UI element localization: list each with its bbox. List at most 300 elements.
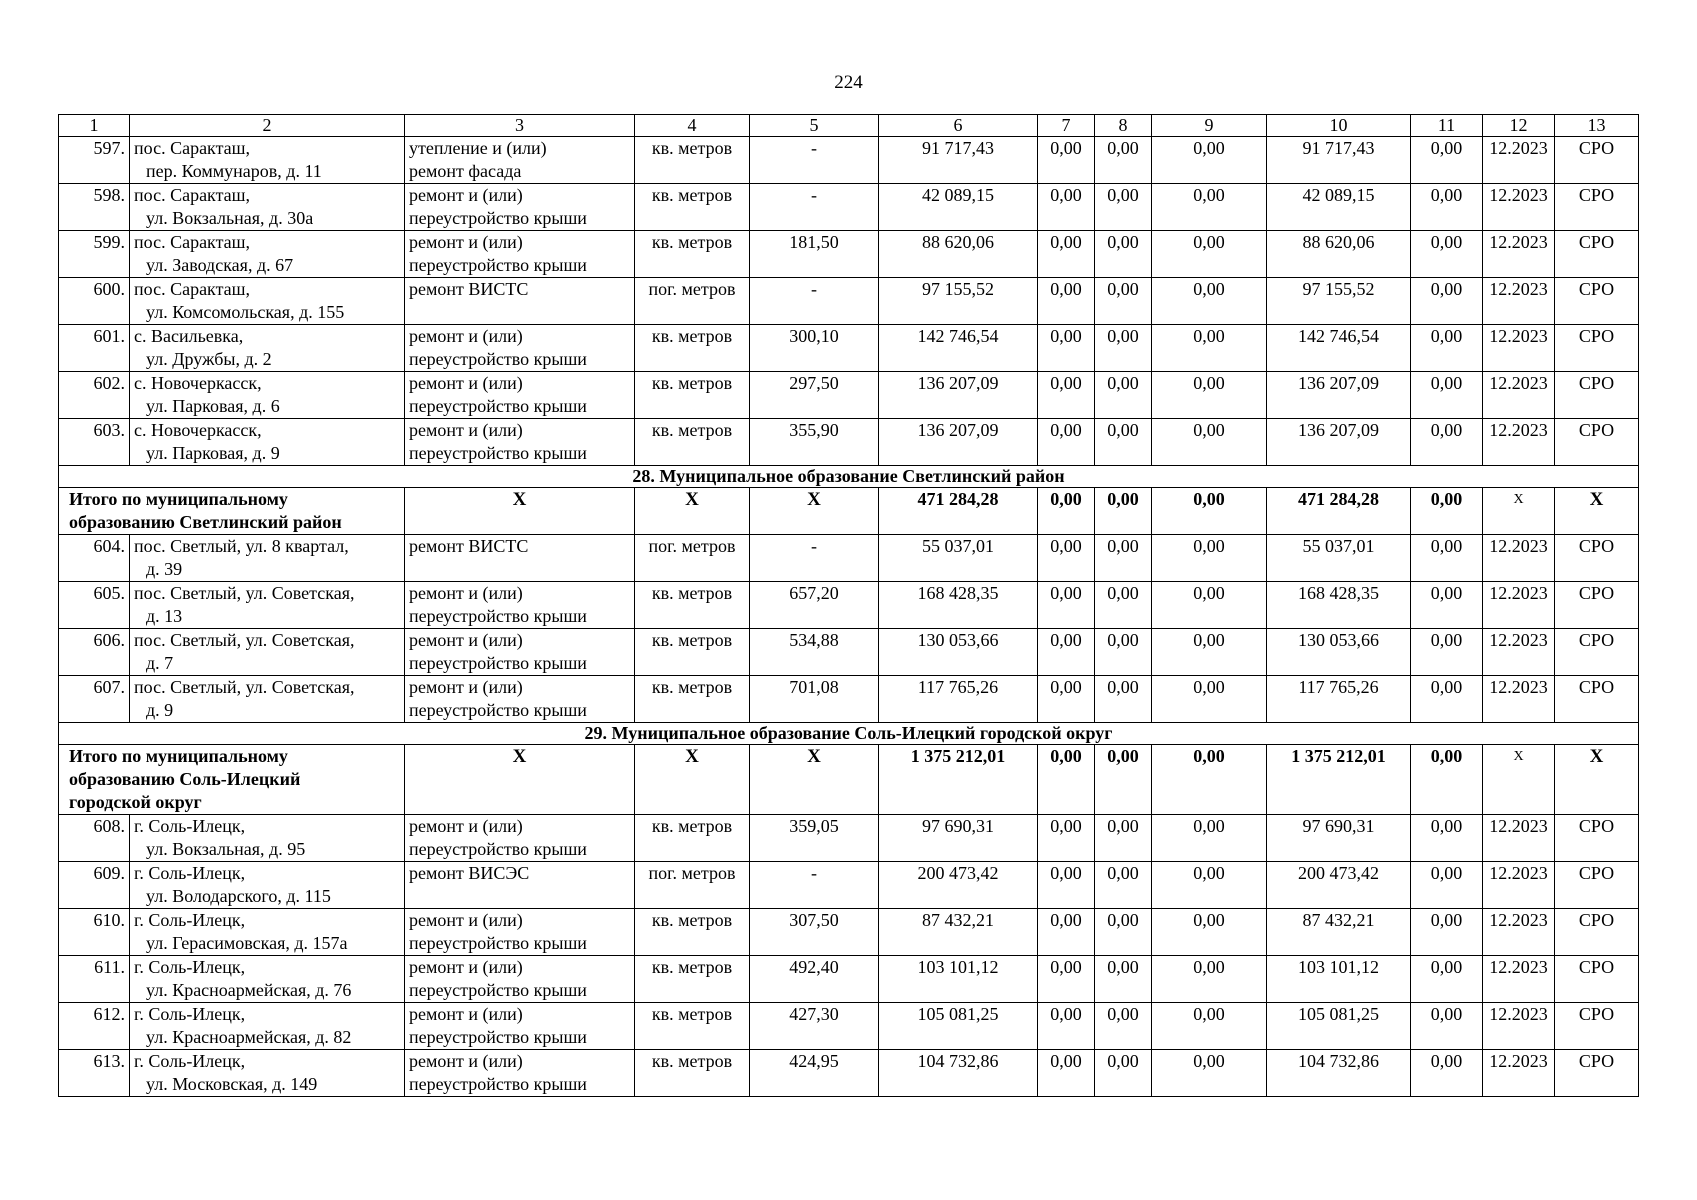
work-type-line-1: утепление и (или) bbox=[409, 138, 547, 158]
row-number: 610. bbox=[59, 909, 130, 956]
table-row bbox=[59, 862, 1639, 909]
category-cell: СРО bbox=[1555, 278, 1639, 325]
table-row bbox=[59, 535, 1639, 582]
address-cell bbox=[130, 956, 405, 1003]
category-cell: СРО bbox=[1555, 419, 1639, 466]
table-row bbox=[59, 629, 1639, 676]
page-number: 224 bbox=[834, 72, 863, 93]
column-number-cell: 1 bbox=[59, 115, 130, 137]
work-type-line-2: ремонт фасада bbox=[409, 161, 522, 181]
column-number-cell: 9 bbox=[1152, 115, 1267, 137]
table-row bbox=[59, 909, 1639, 956]
total-label bbox=[59, 745, 405, 815]
category-cell: СРО bbox=[1555, 231, 1639, 278]
value-cell-c7: 0,00 bbox=[1038, 815, 1095, 862]
category-cell: СРО bbox=[1555, 535, 1639, 582]
value-cell-c9: 0,00 bbox=[1152, 1050, 1267, 1097]
value-cell-c7: 0,00 bbox=[1038, 1003, 1095, 1050]
work-type-cell bbox=[405, 909, 635, 956]
value-cell-c5: 300,10 bbox=[750, 325, 879, 372]
address-cell bbox=[130, 1003, 405, 1050]
value-cell-c7: 0,00 bbox=[1038, 582, 1095, 629]
value-cell-c7: 0,00 bbox=[1038, 419, 1095, 466]
section-heading: 29. Муниципальное образование Соль-Илецкий городской округ bbox=[59, 723, 1639, 745]
table-row bbox=[59, 419, 1639, 466]
works-table bbox=[58, 114, 1639, 1097]
value-cell-c7: 0,00 bbox=[1038, 372, 1095, 419]
work-type-line-1: ремонт и (или) bbox=[409, 583, 523, 603]
work-type-cell bbox=[405, 815, 635, 862]
table-row bbox=[59, 1050, 1639, 1097]
unit-cell: кв. метров bbox=[635, 231, 750, 278]
table-row bbox=[59, 582, 1639, 629]
table-row bbox=[59, 184, 1639, 231]
total-value-c8: 0,00 bbox=[1095, 745, 1152, 815]
value-cell-c7: 0,00 bbox=[1038, 1050, 1095, 1097]
value-cell-c12: 12.2023 bbox=[1483, 535, 1555, 582]
value-cell-c9: 0,00 bbox=[1152, 909, 1267, 956]
unit-cell: кв. метров bbox=[635, 815, 750, 862]
total-label-line: городской округ bbox=[69, 792, 202, 812]
value-cell-c7: 0,00 bbox=[1038, 231, 1095, 278]
value-cell-c10: 130 053,66 bbox=[1267, 629, 1411, 676]
address-line-1: пос. Светлый, ул. Советская, bbox=[134, 583, 355, 603]
address-line-1: с. Новочеркасск, bbox=[134, 420, 262, 440]
value-cell-c5: - bbox=[750, 278, 879, 325]
work-type-cell bbox=[405, 419, 635, 466]
value-cell-c9: 0,00 bbox=[1152, 231, 1267, 278]
value-cell-c12: 12.2023 bbox=[1483, 956, 1555, 1003]
table-row bbox=[59, 956, 1639, 1003]
value-cell-c9: 0,00 bbox=[1152, 629, 1267, 676]
address-line-2: ул. Комсомольская, д. 155 bbox=[146, 302, 345, 322]
section-heading-row bbox=[59, 466, 1639, 488]
row-number: 603. bbox=[59, 419, 130, 466]
work-type-line-1: ремонт ВИСЭС bbox=[409, 863, 530, 883]
table-row bbox=[59, 372, 1639, 419]
value-cell-c10: 136 207,09 bbox=[1267, 419, 1411, 466]
value-cell-c7: 0,00 bbox=[1038, 278, 1095, 325]
total-value-c9: 0,00 bbox=[1152, 745, 1267, 815]
total-value-c9: 0,00 bbox=[1152, 488, 1267, 535]
total-x-c12: X bbox=[1483, 488, 1555, 535]
value-cell-c6: 136 207,09 bbox=[879, 419, 1038, 466]
work-type-cell bbox=[405, 1003, 635, 1050]
column-number-cell: 4 bbox=[635, 115, 750, 137]
value-cell-c5: 427,30 bbox=[750, 1003, 879, 1050]
work-type-line-1: ремонт и (или) bbox=[409, 816, 523, 836]
value-cell-c11: 0,00 bbox=[1411, 372, 1483, 419]
unit-cell: кв. метров bbox=[635, 184, 750, 231]
unit-cell: кв. метров bbox=[635, 676, 750, 723]
row-number: 602. bbox=[59, 372, 130, 419]
category-cell: СРО bbox=[1555, 909, 1639, 956]
value-cell-c10: 88 620,06 bbox=[1267, 231, 1411, 278]
work-type-line-2: переустройство крыши bbox=[409, 1027, 587, 1047]
work-type-line-2: переустройство крыши bbox=[409, 396, 587, 416]
value-cell-c11: 0,00 bbox=[1411, 909, 1483, 956]
unit-cell: кв. метров bbox=[635, 1050, 750, 1097]
row-number: 605. bbox=[59, 582, 130, 629]
value-cell-c12: 12.2023 bbox=[1483, 278, 1555, 325]
value-cell-c10: 105 081,25 bbox=[1267, 1003, 1411, 1050]
total-value-c10: 1 375 212,01 bbox=[1267, 745, 1411, 815]
address-line-2: ул. Вокзальная, д. 30а bbox=[146, 208, 314, 228]
value-cell-c12: 12.2023 bbox=[1483, 629, 1555, 676]
work-type-cell bbox=[405, 1050, 635, 1097]
value-cell-c9: 0,00 bbox=[1152, 582, 1267, 629]
row-number: 597. bbox=[59, 137, 130, 184]
value-cell-c7: 0,00 bbox=[1038, 909, 1095, 956]
category-cell: СРО bbox=[1555, 582, 1639, 629]
work-type-line-2: переустройство крыши bbox=[409, 443, 587, 463]
column-number-cell: 10 bbox=[1267, 115, 1411, 137]
value-cell-c5: 307,50 bbox=[750, 909, 879, 956]
value-cell-c6: 104 732,86 bbox=[879, 1050, 1038, 1097]
work-type-line-1: ремонт и (или) bbox=[409, 677, 523, 697]
row-number: 598. bbox=[59, 184, 130, 231]
table-row bbox=[59, 1003, 1639, 1050]
value-cell-c12: 12.2023 bbox=[1483, 137, 1555, 184]
work-type-cell bbox=[405, 278, 635, 325]
total-label-line: образованию Соль-Илецкий bbox=[69, 769, 301, 789]
value-cell-c9: 0,00 bbox=[1152, 278, 1267, 325]
value-cell-c8: 0,00 bbox=[1095, 1003, 1152, 1050]
value-cell-c6: 168 428,35 bbox=[879, 582, 1038, 629]
value-cell-c6: 136 207,09 bbox=[879, 372, 1038, 419]
address-cell bbox=[130, 676, 405, 723]
value-cell-c5: 492,40 bbox=[750, 956, 879, 1003]
value-cell-c12: 12.2023 bbox=[1483, 909, 1555, 956]
value-cell-c6: 103 101,12 bbox=[879, 956, 1038, 1003]
value-cell-c10: 200 473,42 bbox=[1267, 862, 1411, 909]
category-cell: СРО bbox=[1555, 676, 1639, 723]
work-type-line-1: ремонт и (или) bbox=[409, 232, 523, 252]
value-cell-c9: 0,00 bbox=[1152, 137, 1267, 184]
unit-cell: кв. метров bbox=[635, 325, 750, 372]
work-type-cell bbox=[405, 535, 635, 582]
column-number-cell: 2 bbox=[130, 115, 405, 137]
section-heading-row bbox=[59, 723, 1639, 745]
value-cell-c12: 12.2023 bbox=[1483, 862, 1555, 909]
column-number-row bbox=[59, 115, 1639, 137]
value-cell-c10: 103 101,12 bbox=[1267, 956, 1411, 1003]
value-cell-c8: 0,00 bbox=[1095, 582, 1152, 629]
value-cell-c11: 0,00 bbox=[1411, 325, 1483, 372]
value-cell-c5: - bbox=[750, 862, 879, 909]
value-cell-c8: 0,00 bbox=[1095, 909, 1152, 956]
value-cell-c8: 0,00 bbox=[1095, 278, 1152, 325]
value-cell-c5: 534,88 bbox=[750, 629, 879, 676]
value-cell-c6: 117 765,26 bbox=[879, 676, 1038, 723]
address-line-2: ул. Володарского, д. 115 bbox=[146, 886, 331, 906]
address-line-1: пос. Светлый, ул. 8 квартал, bbox=[134, 536, 349, 556]
value-cell-c10: 97 155,52 bbox=[1267, 278, 1411, 325]
value-cell-c10: 87 432,21 bbox=[1267, 909, 1411, 956]
total-x-c13: X bbox=[1555, 488, 1639, 535]
value-cell-c12: 12.2023 bbox=[1483, 372, 1555, 419]
work-type-line-2: переустройство крыши bbox=[409, 980, 587, 1000]
value-cell-c9: 0,00 bbox=[1152, 815, 1267, 862]
address-cell bbox=[130, 815, 405, 862]
column-number-cell: 8 bbox=[1095, 115, 1152, 137]
row-number: 607. bbox=[59, 676, 130, 723]
unit-cell: кв. метров bbox=[635, 1003, 750, 1050]
value-cell-c10: 136 207,09 bbox=[1267, 372, 1411, 419]
column-number-cell: 12 bbox=[1483, 115, 1555, 137]
work-type-line-2: переустройство крыши bbox=[409, 653, 587, 673]
value-cell-c10: 117 765,26 bbox=[1267, 676, 1411, 723]
total-value-c8: 0,00 bbox=[1095, 488, 1152, 535]
address-cell bbox=[130, 629, 405, 676]
value-cell-c5: 359,05 bbox=[750, 815, 879, 862]
value-cell-c11: 0,00 bbox=[1411, 676, 1483, 723]
work-type-cell bbox=[405, 956, 635, 1003]
category-cell: СРО bbox=[1555, 372, 1639, 419]
value-cell-c11: 0,00 bbox=[1411, 862, 1483, 909]
unit-cell: пог. метров bbox=[635, 278, 750, 325]
value-cell-c8: 0,00 bbox=[1095, 325, 1152, 372]
total-value-c6: 471 284,28 bbox=[879, 488, 1038, 535]
work-type-line-1: ремонт и (или) bbox=[409, 326, 523, 346]
value-cell-c9: 0,00 bbox=[1152, 676, 1267, 723]
value-cell-c11: 0,00 bbox=[1411, 278, 1483, 325]
column-number-cell: 7 bbox=[1038, 115, 1095, 137]
value-cell-c10: 91 717,43 bbox=[1267, 137, 1411, 184]
total-label bbox=[59, 488, 405, 535]
total-value-c6: 1 375 212,01 bbox=[879, 745, 1038, 815]
value-cell-c9: 0,00 bbox=[1152, 325, 1267, 372]
work-type-cell bbox=[405, 629, 635, 676]
total-row bbox=[59, 488, 1639, 535]
work-type-line-2: переустройство крыши bbox=[409, 1074, 587, 1094]
value-cell-c8: 0,00 bbox=[1095, 815, 1152, 862]
value-cell-c8: 0,00 bbox=[1095, 676, 1152, 723]
value-cell-c8: 0,00 bbox=[1095, 629, 1152, 676]
total-x-c12: X bbox=[1483, 745, 1555, 815]
work-type-cell bbox=[405, 231, 635, 278]
value-cell-c6: 88 620,06 bbox=[879, 231, 1038, 278]
address-line-1: пос. Саракташ, bbox=[134, 232, 250, 252]
total-value-c10: 471 284,28 bbox=[1267, 488, 1411, 535]
total-label-line: Итого по муниципальному bbox=[69, 489, 288, 509]
value-cell-c12: 12.2023 bbox=[1483, 231, 1555, 278]
category-cell: СРО bbox=[1555, 815, 1639, 862]
total-row bbox=[59, 745, 1639, 815]
value-cell-c6: 42 089,15 bbox=[879, 184, 1038, 231]
work-type-line-1: ремонт и (или) bbox=[409, 910, 523, 930]
work-type-line-2: переустройство крыши bbox=[409, 606, 587, 626]
value-cell-c8: 0,00 bbox=[1095, 184, 1152, 231]
address-line-2: д. 7 bbox=[146, 653, 174, 673]
total-x-c4: X bbox=[635, 488, 750, 535]
total-x-c4: X bbox=[635, 745, 750, 815]
address-line-1: г. Соль-Илецк, bbox=[134, 816, 246, 836]
row-number: 604. bbox=[59, 535, 130, 582]
address-line-2: ул. Московская, д. 149 bbox=[146, 1074, 318, 1094]
value-cell-c9: 0,00 bbox=[1152, 1003, 1267, 1050]
value-cell-c6: 200 473,42 bbox=[879, 862, 1038, 909]
address-line-1: пос. Светлый, ул. Советская, bbox=[134, 677, 355, 697]
work-type-line-2: переустройство крыши bbox=[409, 700, 587, 720]
work-type-line-1: ремонт и (или) bbox=[409, 957, 523, 977]
work-type-cell bbox=[405, 137, 635, 184]
value-cell-c8: 0,00 bbox=[1095, 862, 1152, 909]
address-line-2: д. 9 bbox=[146, 700, 174, 720]
total-value-c11: 0,00 bbox=[1411, 745, 1483, 815]
value-cell-c5: 657,20 bbox=[750, 582, 879, 629]
value-cell-c7: 0,00 bbox=[1038, 629, 1095, 676]
work-type-cell bbox=[405, 676, 635, 723]
value-cell-c10: 104 732,86 bbox=[1267, 1050, 1411, 1097]
value-cell-c9: 0,00 bbox=[1152, 419, 1267, 466]
value-cell-c11: 0,00 bbox=[1411, 956, 1483, 1003]
address-cell bbox=[130, 137, 405, 184]
value-cell-c9: 0,00 bbox=[1152, 372, 1267, 419]
row-number: 606. bbox=[59, 629, 130, 676]
value-cell-c11: 0,00 bbox=[1411, 1050, 1483, 1097]
unit-cell: пог. метров bbox=[635, 535, 750, 582]
value-cell-c5: - bbox=[750, 535, 879, 582]
value-cell-c12: 12.2023 bbox=[1483, 582, 1555, 629]
total-x-c3: X bbox=[405, 488, 635, 535]
category-cell: СРО bbox=[1555, 629, 1639, 676]
table-row bbox=[59, 676, 1639, 723]
value-cell-c7: 0,00 bbox=[1038, 956, 1095, 1003]
value-cell-c11: 0,00 bbox=[1411, 184, 1483, 231]
value-cell-c8: 0,00 bbox=[1095, 372, 1152, 419]
address-line-1: с. Новочеркасск, bbox=[134, 373, 262, 393]
address-cell bbox=[130, 372, 405, 419]
value-cell-c7: 0,00 bbox=[1038, 137, 1095, 184]
value-cell-c8: 0,00 bbox=[1095, 231, 1152, 278]
value-cell-c12: 12.2023 bbox=[1483, 419, 1555, 466]
address-line-2: д. 39 bbox=[146, 559, 183, 579]
address-cell bbox=[130, 419, 405, 466]
value-cell-c6: 130 053,66 bbox=[879, 629, 1038, 676]
total-x-c5: X bbox=[750, 745, 879, 815]
address-line-1: г. Соль-Илецк, bbox=[134, 1004, 246, 1024]
address-line-1: г. Соль-Илецк, bbox=[134, 1051, 246, 1071]
value-cell-c12: 12.2023 bbox=[1483, 184, 1555, 231]
value-cell-c11: 0,00 bbox=[1411, 231, 1483, 278]
row-number: 611. bbox=[59, 956, 130, 1003]
work-type-line-1: ремонт и (или) bbox=[409, 630, 523, 650]
work-type-line-1: ремонт и (или) bbox=[409, 1004, 523, 1024]
address-cell bbox=[130, 1050, 405, 1097]
value-cell-c12: 12.2023 bbox=[1483, 815, 1555, 862]
work-type-cell bbox=[405, 372, 635, 419]
value-cell-c10: 97 690,31 bbox=[1267, 815, 1411, 862]
value-cell-c8: 0,00 bbox=[1095, 137, 1152, 184]
category-cell: СРО bbox=[1555, 1050, 1639, 1097]
value-cell-c7: 0,00 bbox=[1038, 676, 1095, 723]
row-number: 613. bbox=[59, 1050, 130, 1097]
column-number-cell: 11 bbox=[1411, 115, 1483, 137]
value-cell-c12: 12.2023 bbox=[1483, 1050, 1555, 1097]
value-cell-c6: 55 037,01 bbox=[879, 535, 1038, 582]
work-type-line-2: переустройство крыши bbox=[409, 839, 587, 859]
total-value-c7: 0,00 bbox=[1038, 745, 1095, 815]
unit-cell: кв. метров bbox=[635, 137, 750, 184]
work-type-cell bbox=[405, 582, 635, 629]
total-value-c7: 0,00 bbox=[1038, 488, 1095, 535]
unit-cell: кв. метров bbox=[635, 582, 750, 629]
unit-cell: кв. метров bbox=[635, 419, 750, 466]
total-x-c5: X bbox=[750, 488, 879, 535]
category-cell: СРО bbox=[1555, 862, 1639, 909]
address-line-2: ул. Парковая, д. 9 bbox=[146, 443, 280, 463]
total-label-line: образованию Светлинский район bbox=[69, 512, 342, 532]
row-number: 601. bbox=[59, 325, 130, 372]
address-line-2: ул. Заводская, д. 67 bbox=[146, 255, 294, 275]
work-type-line-1: ремонт и (или) bbox=[409, 373, 523, 393]
address-cell bbox=[130, 325, 405, 372]
value-cell-c9: 0,00 bbox=[1152, 956, 1267, 1003]
column-number-cell: 3 bbox=[405, 115, 635, 137]
value-cell-c8: 0,00 bbox=[1095, 419, 1152, 466]
address-line-1: г. Соль-Илецк, bbox=[134, 910, 246, 930]
value-cell-c8: 0,00 bbox=[1095, 535, 1152, 582]
value-cell-c12: 12.2023 bbox=[1483, 1003, 1555, 1050]
address-cell bbox=[130, 535, 405, 582]
work-type-line-1: ремонт и (или) bbox=[409, 1051, 523, 1071]
column-number-cell: 13 bbox=[1555, 115, 1639, 137]
value-cell-c10: 55 037,01 bbox=[1267, 535, 1411, 582]
row-number: 600. bbox=[59, 278, 130, 325]
address-line-2: ул. Красноармейская, д. 82 bbox=[146, 1027, 352, 1047]
address-line-1: с. Васильевка, bbox=[134, 326, 244, 346]
value-cell-c5: 297,50 bbox=[750, 372, 879, 419]
table-row bbox=[59, 278, 1639, 325]
address-line-1: г. Соль-Илецк, bbox=[134, 957, 246, 977]
value-cell-c12: 12.2023 bbox=[1483, 325, 1555, 372]
address-line-2: ул. Дружбы, д. 2 bbox=[146, 349, 272, 369]
category-cell: СРО bbox=[1555, 137, 1639, 184]
value-cell-c10: 142 746,54 bbox=[1267, 325, 1411, 372]
value-cell-c11: 0,00 bbox=[1411, 1003, 1483, 1050]
value-cell-c5: 181,50 bbox=[750, 231, 879, 278]
address-line-2: ул. Герасимовская, д. 157а bbox=[146, 933, 348, 953]
value-cell-c5: 424,95 bbox=[750, 1050, 879, 1097]
value-cell-c11: 0,00 bbox=[1411, 535, 1483, 582]
value-cell-c10: 42 089,15 bbox=[1267, 184, 1411, 231]
category-cell: СРО bbox=[1555, 956, 1639, 1003]
unit-cell: кв. метров bbox=[635, 909, 750, 956]
section-heading: 28. Муниципальное образование Светлинский район bbox=[59, 466, 1639, 488]
category-cell: СРО bbox=[1555, 1003, 1639, 1050]
work-type-line-2: переустройство крыши bbox=[409, 208, 587, 228]
value-cell-c9: 0,00 bbox=[1152, 535, 1267, 582]
address-line-1: пос. Светлый, ул. Советская, bbox=[134, 630, 355, 650]
work-type-line-2: переустройство крыши bbox=[409, 255, 587, 275]
value-cell-c7: 0,00 bbox=[1038, 325, 1095, 372]
value-cell-c5: - bbox=[750, 184, 879, 231]
address-line-1: пос. Саракташ, bbox=[134, 185, 250, 205]
table-row bbox=[59, 325, 1639, 372]
category-cell: СРО bbox=[1555, 184, 1639, 231]
value-cell-c6: 87 432,21 bbox=[879, 909, 1038, 956]
value-cell-c6: 91 717,43 bbox=[879, 137, 1038, 184]
value-cell-c6: 97 155,52 bbox=[879, 278, 1038, 325]
address-cell bbox=[130, 278, 405, 325]
work-type-line-1: ремонт ВИСТС bbox=[409, 279, 529, 299]
value-cell-c6: 97 690,31 bbox=[879, 815, 1038, 862]
unit-cell: кв. метров bbox=[635, 629, 750, 676]
address-line-1: пос. Саракташ, bbox=[134, 138, 250, 158]
row-number: 609. bbox=[59, 862, 130, 909]
table-row bbox=[59, 815, 1639, 862]
